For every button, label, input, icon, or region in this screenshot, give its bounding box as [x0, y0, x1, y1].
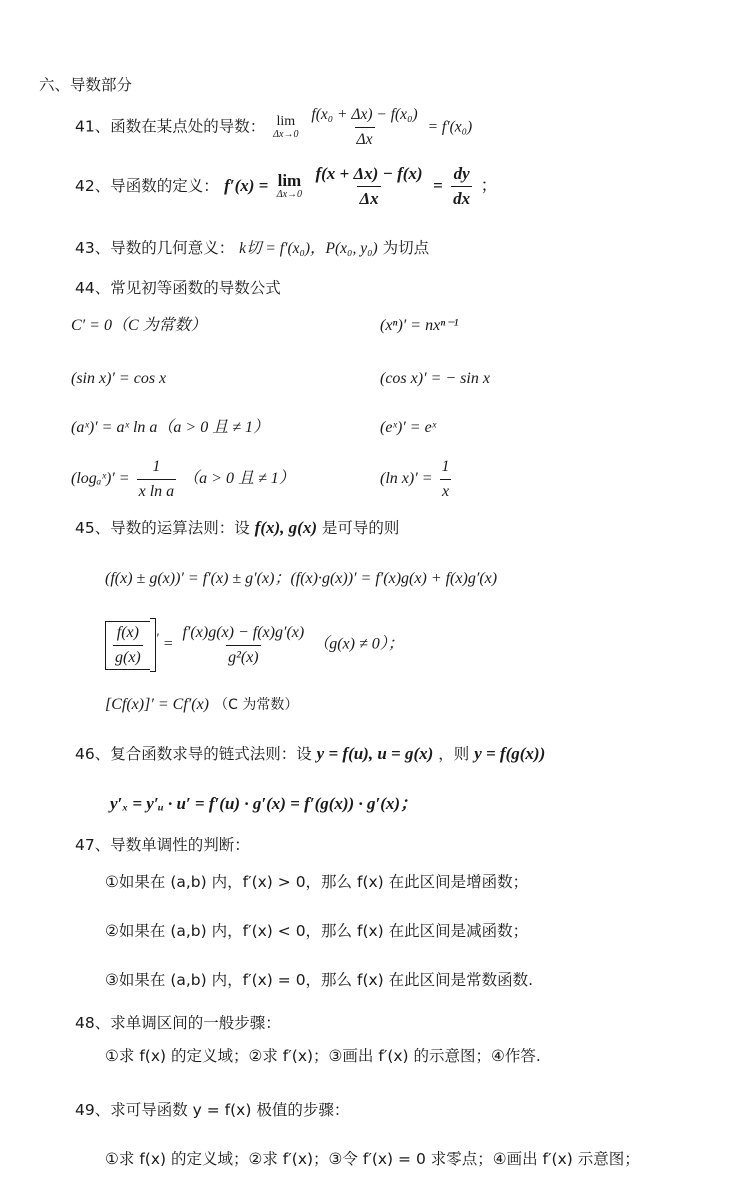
extremum-steps: ①求 f(x) 的定义域；②求 f′(x)；③令 f′(x) = 0 求零点；④画出 f′(x) 示意图； [105, 1150, 640, 1168]
item-49-label: 49、求可导函数 y = f(x) 极值的步骤： [75, 1101, 350, 1119]
item-43-label: 43、导数的几何意义： [75, 239, 235, 257]
item-41-denominator: Δx [355, 127, 375, 151]
formula-ln-fraction [440, 456, 452, 503]
rule-sum-product: (f(x) ± g(x))′ = f′(x) ± g′(x)；(f(x)·g(x))′ = f′(x)g(x) + f(x)g′(x) [105, 570, 498, 587]
item-42-lim-sub: Δx→0 [276, 189, 303, 200]
rule-quotient-num: f′(x)g(x) − f(x)g′(x) [182, 623, 305, 641]
formula-ln-den: x [440, 479, 451, 503]
rule-quotient-lhs-num: f(x) [116, 623, 139, 641]
monotonic-decreasing: ②如果在 (a,b) 内，f′(x) < 0，那么 f(x) 在此区间是减函数； [105, 922, 529, 940]
rule-quotient-prime: ′ [155, 630, 159, 646]
rule-quotient-fraction [180, 622, 306, 669]
item-46-formula2: y = f(g(x)) [474, 744, 546, 763]
monotonic-constant: ③如果在 (a,b) 内，f′(x) = 0，那么 f(x) 在此区间是常数函数. [105, 971, 534, 989]
item-42-label: 42、导函数的定义： [75, 177, 219, 195]
item-42-limit [277, 173, 302, 200]
rule-quotient-bracket [105, 621, 150, 670]
item-41-numerator: f(x₀ + Δx) − f(x₀) [311, 106, 418, 123]
item-46-formula: y = f(u), u = g(x) [316, 744, 434, 763]
item-45 [75, 517, 399, 539]
item-42-lhs: f′(x) = [224, 176, 269, 195]
rule-constant-formula: [Cf(x)]′ = Cf′(x) [105, 696, 209, 713]
item-42-denominator: Δx [357, 186, 380, 210]
item-42-tail: ； [480, 176, 498, 196]
monotonic-steps: ①求 f(x) 的定义域；②求 f′(x)；③画出 f′(x) 的示意图；④作答. [105, 1047, 541, 1065]
item-42 [75, 163, 498, 210]
item-41 [75, 104, 472, 151]
item-48-label: 48、求单调区间的一般步骤： [75, 1014, 281, 1032]
item-42-equals: = [433, 176, 443, 195]
item-43-formula: k切 = f′(x₀)，P(x₀, y₀) [239, 240, 378, 257]
formula-ln-num: 1 [441, 458, 450, 475]
item-42-dy: dy [453, 164, 470, 183]
item-41-rhs: = f′(x₀) [427, 118, 473, 136]
item-44-label: 44、常见初等函数的导数公式 [75, 279, 281, 297]
rule-quotient-lhs [113, 622, 143, 669]
item-46-mid: ，则 [438, 745, 470, 763]
item-42-lim: lim [277, 171, 302, 190]
item-45-tail: 是可导的则 [321, 519, 400, 537]
item-43-tail: 为切点 [382, 239, 430, 257]
item-45-label: 45、导数的运算法则：设 [75, 519, 250, 537]
formula-log-a-den: x ln a [137, 479, 177, 503]
item-41-limit [273, 115, 298, 140]
item-42-dydx [451, 163, 472, 210]
item-43 [75, 237, 429, 260]
rule-constant [105, 693, 298, 716]
item-46 [75, 743, 545, 765]
section-title: 六、导数部分 [39, 76, 133, 94]
formula-exp-e: (eˣ)′ = eˣ [380, 419, 437, 436]
formula-log-a-lhs: (logₐˣ)′ = [71, 470, 130, 488]
item-45-formula: f(x), g(x) [254, 518, 317, 537]
item-41-lim-sub: Δx→0 [273, 129, 299, 140]
formula-constant: C′ = 0（C 为常数） [71, 317, 207, 334]
item-41-fraction [309, 104, 419, 151]
rule-quotient-cond: （g(x) ≠ 0）； [313, 635, 404, 653]
formula-log-a-fraction [137, 456, 177, 503]
rule-quotient-eq: = [162, 635, 174, 653]
rule-quotient [105, 618, 404, 672]
item-42-dx: dx [451, 186, 472, 210]
formula-log-a-cond: （a > 0 且 ≠ 1） [183, 470, 295, 488]
chain-rule: y′ₓ = y′ᵤ · u′ = f′(u) · g′(x) = f′(g(x)) · g′(x)； [110, 794, 418, 813]
formula-power: (xⁿ)′ = nxⁿ⁻¹ [380, 317, 459, 334]
formula-cos: (cos x)′ = − sin x [380, 370, 490, 387]
rule-constant-tail: （C 为常数） [214, 697, 299, 713]
item-42-fraction [313, 163, 424, 210]
formula-sin: (sin x)′ = cos x [71, 370, 167, 387]
item-41-lim: lim [276, 114, 296, 129]
item-47-label: 47、导数单调性的判断： [75, 836, 250, 854]
rule-quotient-den: g²(x) [226, 645, 261, 669]
formula-log-a [71, 456, 295, 503]
formula-exp-a: (aˣ)′ = aˣ ln a（a > 0 且 ≠ 1） [71, 419, 270, 436]
item-41-label: 41、函数在某点处的导数： [75, 117, 266, 136]
formula-ln-lhs: (ln x)′ = [380, 470, 433, 488]
monotonic-increasing: ①如果在 (a,b) 内，f′(x) > 0，那么 f(x) 在此区间是增函数； [105, 873, 529, 891]
item-46-label: 46、复合函数求导的链式法则：设 [75, 745, 312, 763]
rule-quotient-lhs-den: g(x) [113, 645, 143, 669]
formula-ln [380, 456, 455, 503]
formula-log-a-num: 1 [152, 458, 161, 475]
item-42-numerator: f(x + Δx) − f(x) [315, 164, 423, 183]
